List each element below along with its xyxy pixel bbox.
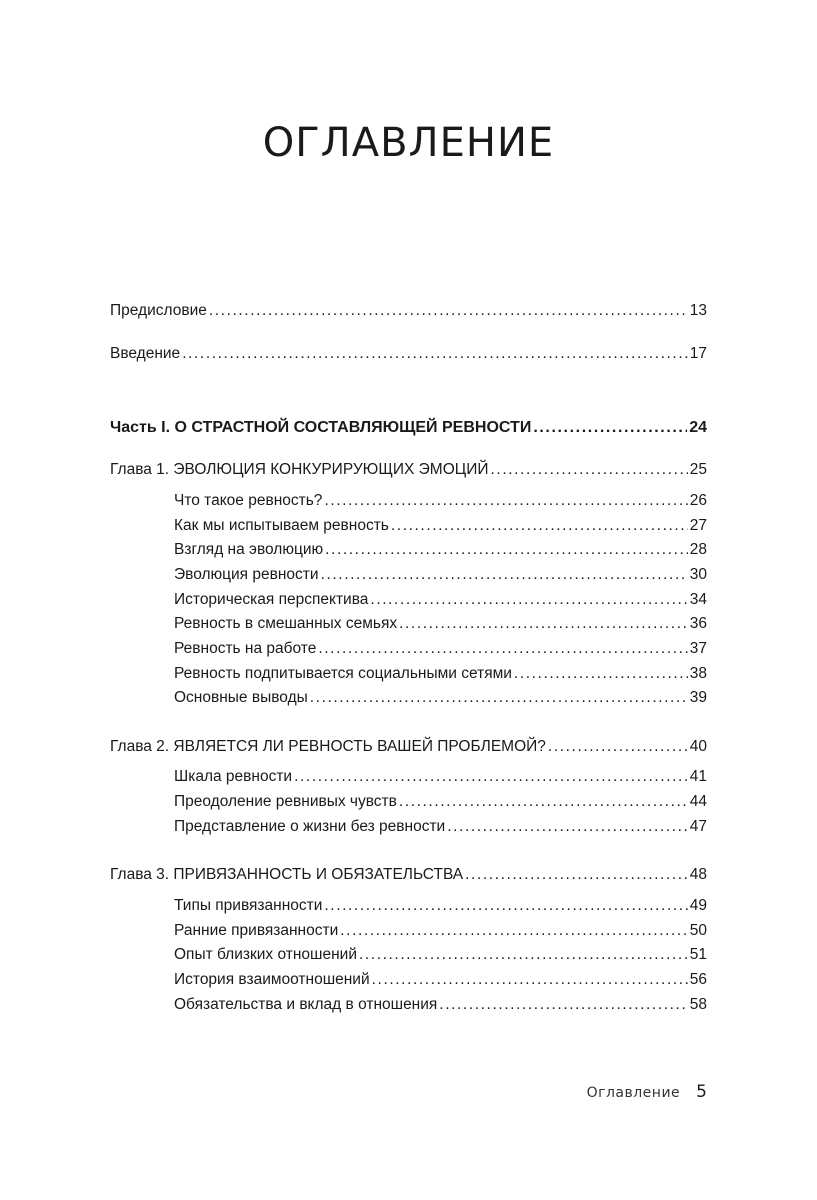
toc-entry-chapter-2[interactable] xyxy=(110,737,707,757)
toc-page-number: 51 xyxy=(689,946,707,963)
toc-leader-dots xyxy=(399,792,688,812)
page-title: ОГЛАВЛЕНИЕ xyxy=(262,120,555,166)
toc-entry-part-1[interactable] xyxy=(110,418,707,438)
toc-entry-chapter-3[interactable] xyxy=(110,865,707,885)
page-number: 5 xyxy=(696,1082,707,1102)
toc-entry-section[interactable] xyxy=(174,995,707,1015)
toc-entry-section[interactable] xyxy=(174,639,707,659)
toc-page-number: 49 xyxy=(689,897,707,914)
toc-leader-dots xyxy=(370,590,687,610)
toc-leader-dots xyxy=(447,817,688,837)
toc-leader-dots xyxy=(321,565,688,585)
toc-leader-dots xyxy=(209,301,688,321)
toc-entry-label: Взгляд на эволюцию xyxy=(174,541,324,558)
toc-leader-dots xyxy=(465,865,688,885)
toc-page-number: 30 xyxy=(689,566,707,583)
toc-entry-label: Опыт близких отношений xyxy=(174,946,357,963)
toc-leader-dots xyxy=(340,921,688,941)
toc-entry-section[interactable] xyxy=(174,491,707,511)
toc-entry-label: Глава 3. ПРИВЯЗАННОСТЬ И ОБЯЗАТЕЛЬСТВА xyxy=(110,866,464,883)
toc-entry-section[interactable] xyxy=(174,945,707,965)
toc-page-number: 27 xyxy=(689,517,707,534)
toc-leader-dots xyxy=(391,516,688,536)
toc-page-number: 24 xyxy=(689,419,707,436)
toc-page-number: 37 xyxy=(689,640,707,657)
toc-page-number: 25 xyxy=(689,461,707,478)
toc-entry-label: Преодоление ревнивых чувств xyxy=(174,793,397,810)
toc-leader-dots xyxy=(318,639,687,659)
toc-entry-label: Обязательства и вклад в отношения xyxy=(174,996,438,1013)
toc-entry-section[interactable] xyxy=(174,792,707,812)
toc-leader-dots xyxy=(182,344,688,364)
toc-page-number: 13 xyxy=(689,302,707,319)
toc-entry-label: Часть I. О СТРАСТНОЙ СОСТАВЛЯЮЩЕЙ РЕВНОСТИ xyxy=(110,419,532,436)
toc-leader-dots xyxy=(294,767,688,787)
toc-leader-dots xyxy=(548,737,688,757)
toc-entry-section[interactable] xyxy=(174,614,707,634)
toc-entry-label: Ранние привязанности xyxy=(174,922,339,939)
toc-entry-label: Историческая перспектива xyxy=(174,591,369,608)
toc-entry-label: Ревность подпитывается социальными сетями xyxy=(174,665,512,682)
toc-entry-label: Шкала ревности xyxy=(174,768,293,785)
toc-entry-section[interactable] xyxy=(174,817,707,837)
toc-entry-section[interactable] xyxy=(174,767,707,787)
toc-entry-section[interactable] xyxy=(174,664,707,684)
toc-entry-section[interactable] xyxy=(174,896,707,916)
toc-entry-preface[interactable] xyxy=(110,301,707,321)
toc-entry-label: Что такое ревность? xyxy=(174,492,323,509)
toc-leader-dots xyxy=(514,664,688,684)
toc-entry-label: Введение xyxy=(110,345,181,362)
toc-page-number: 47 xyxy=(689,818,707,835)
toc-entry-label: Представление о жизни без ревности xyxy=(174,818,446,835)
toc-leader-dots xyxy=(399,614,688,634)
toc-page-number: 50 xyxy=(689,922,707,939)
toc-page-number: 41 xyxy=(689,768,707,785)
toc-entry-section[interactable] xyxy=(174,565,707,585)
toc-entry-label: Ревность в смешанных семьях xyxy=(174,615,398,632)
toc-entry-label: Эволюция ревности xyxy=(174,566,319,583)
toc-leader-dots xyxy=(491,460,688,480)
toc-entry-section[interactable] xyxy=(174,590,707,610)
toc-entry-label: История взаимоотношений xyxy=(174,971,370,988)
toc-leader-dots xyxy=(439,995,687,1015)
toc-page-number: 56 xyxy=(689,971,707,988)
toc-entry-chapter-1[interactable] xyxy=(110,460,707,480)
toc-entry-section[interactable] xyxy=(174,540,707,560)
toc-entry-introduction[interactable] xyxy=(110,344,707,364)
toc-entry-label: Основные выводы xyxy=(174,689,308,706)
toc-page-number: 44 xyxy=(689,793,707,810)
toc-entry-label: Предисловие xyxy=(110,302,207,319)
toc-page-number: 28 xyxy=(689,541,707,558)
toc-page-number: 34 xyxy=(689,591,707,608)
toc-leader-dots xyxy=(325,540,688,560)
toc-leader-dots xyxy=(372,970,688,990)
toc-leader-dots xyxy=(324,896,687,916)
page-footer xyxy=(587,1082,707,1102)
toc-page-number: 38 xyxy=(689,665,707,682)
toc-page-number: 40 xyxy=(689,738,707,755)
toc-leader-dots xyxy=(359,945,688,965)
toc-leader-dots xyxy=(533,418,687,438)
toc-entry-section[interactable] xyxy=(174,688,707,708)
toc-leader-dots xyxy=(310,688,688,708)
toc-page-number: 58 xyxy=(689,996,707,1013)
toc-entry-label: Ревность на работе xyxy=(174,640,317,657)
toc-page-number: 17 xyxy=(689,345,707,362)
toc-entry-section[interactable] xyxy=(174,516,707,536)
toc-entry-label: Глава 1. ЭВОЛЮЦИЯ КОНКУРИРУЮЩИХ ЭМОЦИЙ xyxy=(110,461,489,478)
toc-leader-dots xyxy=(324,491,687,511)
toc-page-number: 48 xyxy=(689,866,707,883)
toc-entry-section[interactable] xyxy=(174,921,707,941)
running-footer-label: Оглавление xyxy=(586,1085,681,1101)
toc-entry-label: Как мы испытываем ревность xyxy=(174,517,389,534)
toc-entry-label: Типы привязанности xyxy=(174,897,323,914)
toc-page-number: 39 xyxy=(689,689,707,706)
toc-page-number: 36 xyxy=(689,615,707,632)
toc-entry-section[interactable] xyxy=(174,970,707,990)
toc-entry-label: Глава 2. ЯВЛЯЕТСЯ ЛИ РЕВНОСТЬ ВАШЕЙ ПРОБЛЕМОЙ? xyxy=(110,738,546,755)
toc-page-number: 26 xyxy=(689,492,707,509)
